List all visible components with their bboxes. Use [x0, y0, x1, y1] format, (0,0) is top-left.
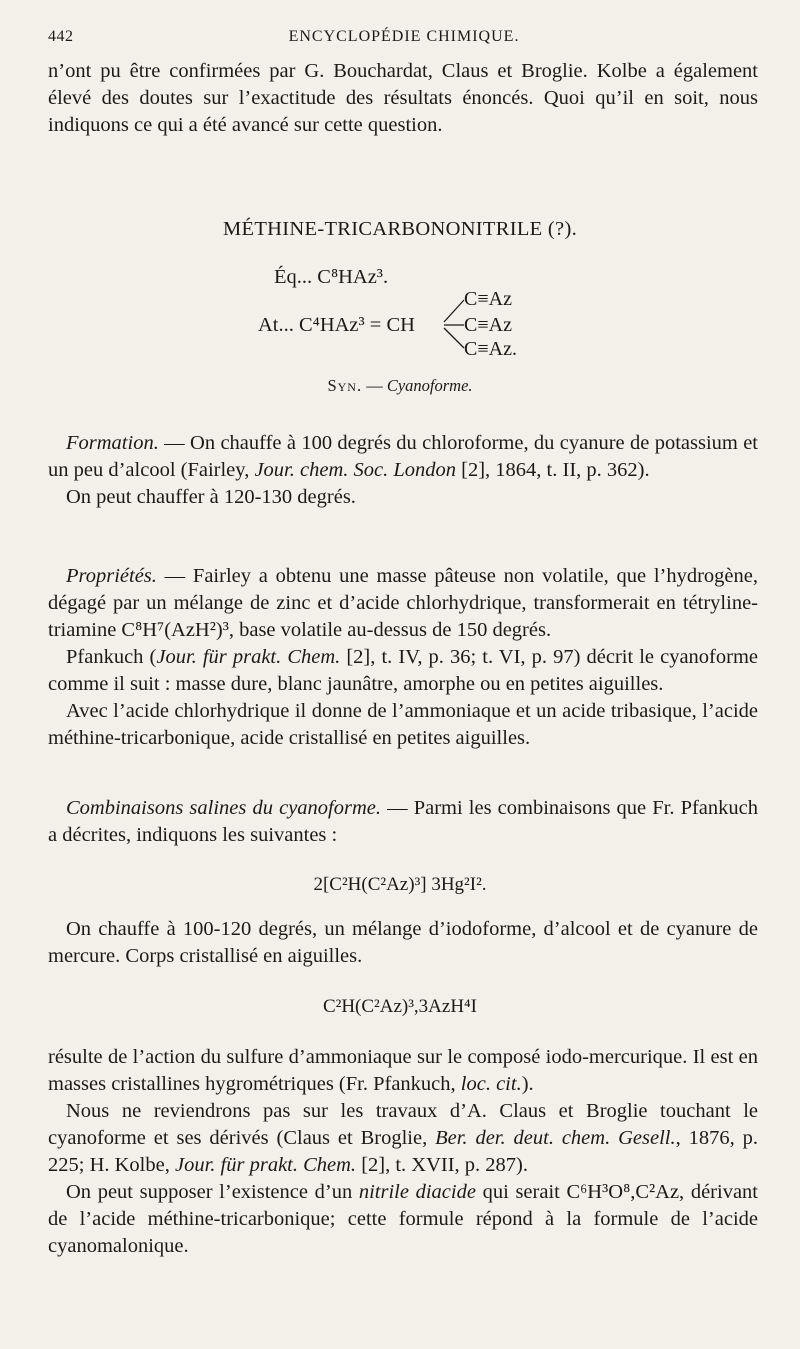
branch-middle: C≡Az [464, 314, 512, 336]
iodoform-paragraph-block [48, 916, 758, 970]
section-title: MÉTHINE-TRICARBONONITRILE (?). [222, 218, 578, 240]
formula-mercuric: 2[C²H(C²Az)³] 3Hg²I². [313, 874, 487, 895]
formation-paragraph: Formation. — On chauffe à 100 degrés du chloroforme, du cyanure de potassium et un peu d’alcool (Fairley, Jour. chem. Soc. London [2], 1864, t. II, p. 362). [48, 432, 758, 481]
at-value: C⁴HAz³ = CH [299, 314, 415, 336]
berichte-reference: Ber. der. deut. chem. Gesell. [435, 1127, 676, 1149]
branch-bottom: C≡Az. [464, 338, 517, 360]
branch-top: C≡Az [464, 288, 512, 310]
intro-text: n’ont pu être confirmées par G. Bouchardat, Claus et Broglie. Kolbe a également élevé des doutes sur l’exactitude des résultats énoncés. Quoi qu’il en soit, nous indiquons ce qui a été avancé sur cette question. [48, 60, 758, 136]
formation-heading: Formation. [66, 432, 159, 454]
sulfure-paragraph: résulte de l’action du sulfure d’ammoniaque sur le composé iodo-mercurique. Il est en masses cristallines hygrométriques (Fr. Pfankuch, loc. cit.). [48, 1046, 758, 1095]
proprietes-heading: Propriétés. [66, 565, 157, 587]
combinaisons-paragraph: Combinaisons salines du cyanoforme. — Parmi les combinaisons que Fr. Pfankuch a décrites, indiquons les suivantes : [48, 797, 758, 846]
combinaisons-heading: Combinaisons salines du cyanoforme. [66, 797, 381, 819]
synonym-line [0, 376, 800, 396]
formula-ammonium: C²H(C²Az)³,3AzH⁴I [322, 996, 478, 1017]
formation-reference: Jour. chem. Soc. London [254, 459, 457, 481]
pfankuch-paragraph: Pfankuch (Jour. für prakt. Chem. [2], t. IV, p. 36; t. VI, p. 97) décrit le cyanoforme comme il suit : masse dure, blanc jaunâtre, amorphe ou en petites aiguilles. [48, 646, 759, 695]
nitrile-diacide: nitrile diacide [358, 1181, 476, 1203]
claus-paragraph: Nous ne reviendrons pas sur les travaux d’A. Claus et Broglie touchant le cyanoforme et ses dérivés (Claus et Broglie, Ber. der. deut. chem. Gesell., 1876, p. 225; H. Kolbe, Jour. für prakt. Chem. [2], t. XVII, p. 287). [48, 1100, 758, 1176]
synonym-value: Cyanoforme. [386, 376, 473, 395]
synonym-dash: — [362, 376, 387, 395]
kolbe-reference: Jour. für prakt. Chem. [174, 1154, 357, 1176]
synonym-label: Syn. [327, 376, 363, 395]
formation-note: On peut chauffer à 120-130 degrés. [66, 486, 356, 508]
formation-section [48, 430, 758, 511]
closing-section [48, 1044, 758, 1260]
nitrile-paragraph: On peut supposer l’existence d’un nitrile diacide qui serait C⁶H³O⁸,C²Az, dérivant de l’acide méthine-tricarbonique; cette formule répond à la formule de l’acide cyanomalonique. [48, 1181, 759, 1257]
eq-value: C⁸HAz³. [317, 266, 389, 288]
acid-paragraph: Avec l’acide chlorhydrique il donne de l’ammoniaque et un acide tribasique, l’acide méthine-tricarbonique, acide cristallisé en petites aiguilles. [48, 700, 758, 749]
loc-cit: loc. cit. [460, 1073, 522, 1095]
proprietes-section [48, 563, 758, 752]
pfankuch-reference: Jour. für prakt. Chem. [156, 646, 341, 668]
proprietes-paragraph: Propriétés. — Fairley a obtenu une masse pâteuse non volatile, que l’hydrogène, dégagé par un mélange de zinc et d’acide chlorhydrique, transformerait en tétryline-triamine C⁸H⁷(AzH²)³, base volatile au-dessus de 150 degrés. [48, 565, 758, 641]
combinaisons-section [48, 795, 758, 849]
eq-label: Éq... [274, 266, 313, 288]
page-number: 442 [48, 28, 74, 45]
iodoform-paragraph: On chauffe à 100-120 degrés, un mélange d’iodoforme, d’alcool et de cyanure de mercure. Corps cristallisé en aiguilles. [48, 918, 758, 967]
at-label: At... [258, 314, 294, 336]
running-title: ENCYCLOPÉDIE CHIMIQUE. [288, 28, 520, 45]
